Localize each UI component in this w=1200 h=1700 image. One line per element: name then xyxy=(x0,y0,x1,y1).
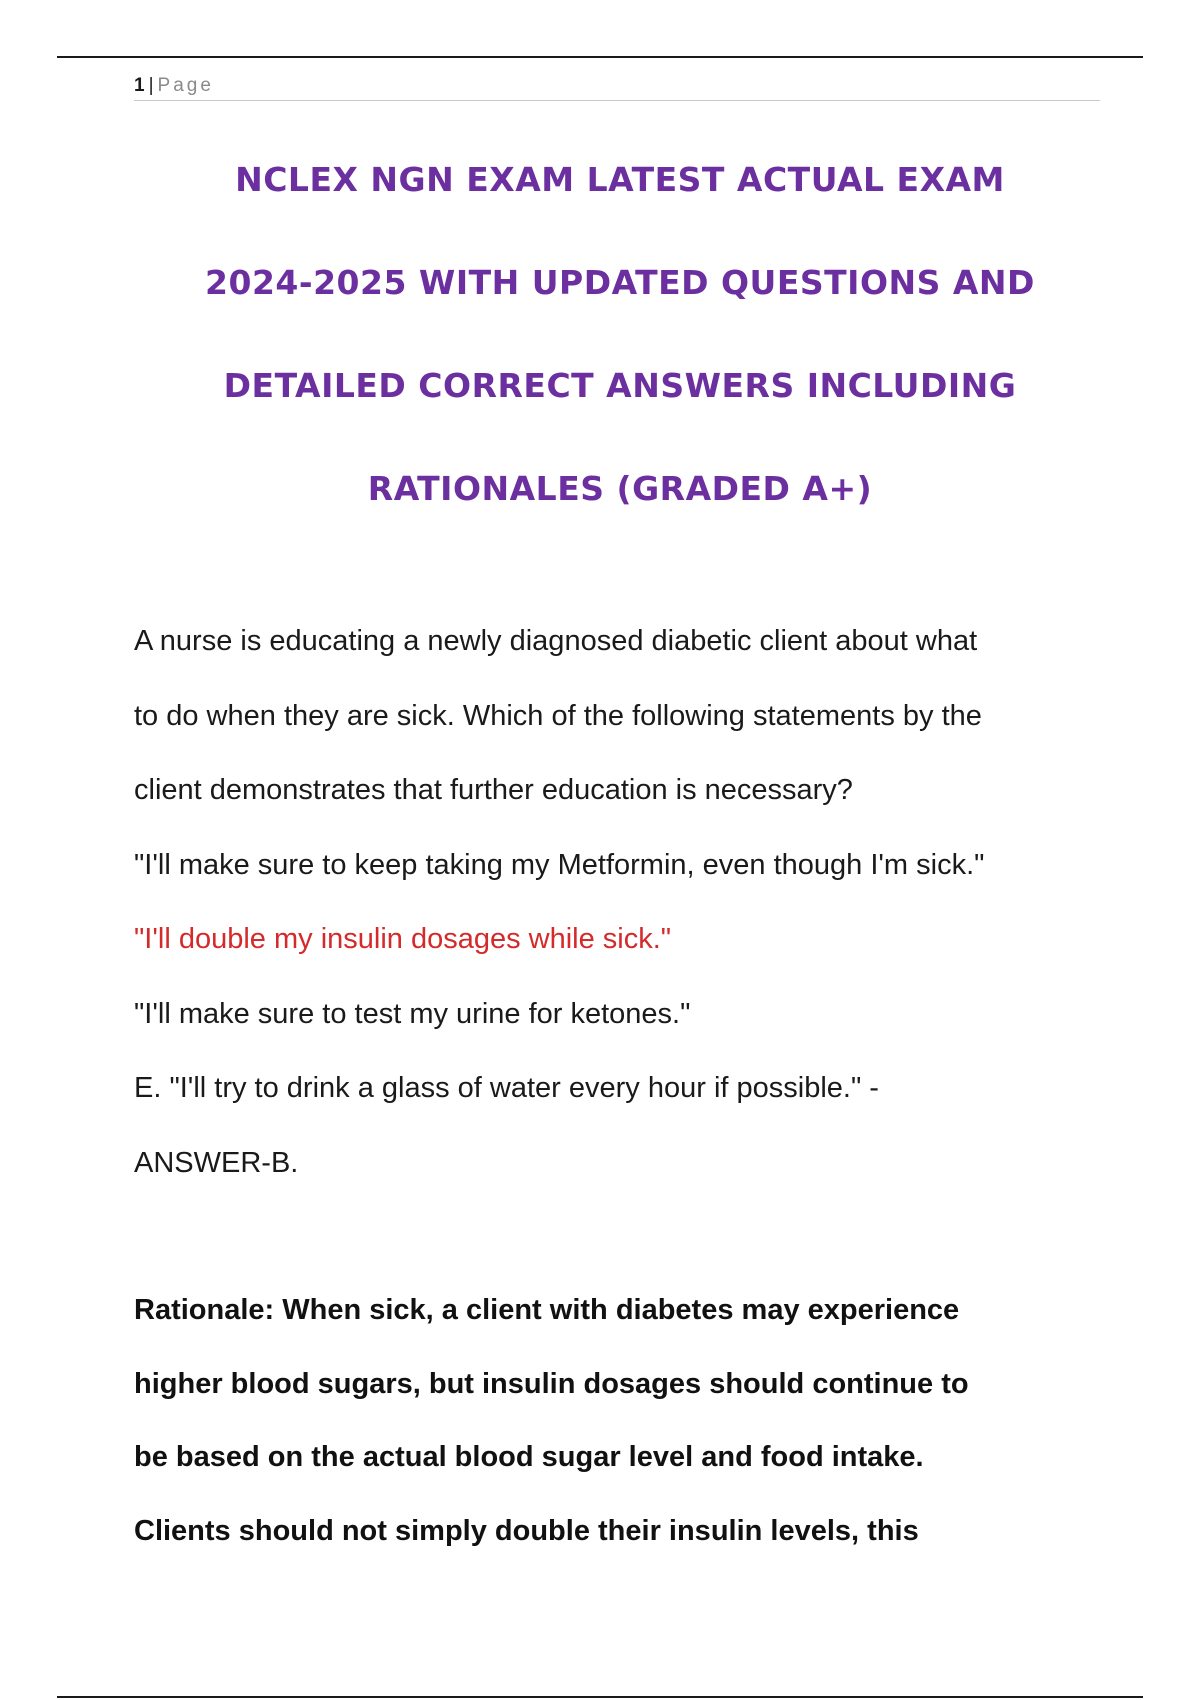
rationale-line: higher blood sugars, but insulin dosages should continue to xyxy=(134,1367,969,1400)
page-number: 1 xyxy=(134,75,145,96)
page-label: Page xyxy=(157,75,214,96)
question-stem-line: client demonstrates that further education is necessary? xyxy=(134,774,853,806)
title-line: 2024-2025 WITH UPDATED QUESTIONS AND xyxy=(205,263,1035,302)
answer-option: "I'll make sure to test my urine for ketones." xyxy=(134,997,691,1030)
title-line: DETAILED CORRECT ANSWERS INCLUDING xyxy=(223,366,1017,405)
rationale-line: be based on the actual blood sugar level and food intake. xyxy=(134,1441,924,1473)
rationale-line: Rationale: When sick, a client with diabetes may experience xyxy=(134,1294,960,1326)
title-line: NCLEX NGN EXAM LATEST ACTUAL EXAM xyxy=(235,160,1005,199)
page-header xyxy=(134,72,1100,101)
answer-option: "I'll make sure to keep taking my Metformin, even though I'm sick." xyxy=(134,848,985,881)
page-separator: | xyxy=(148,75,154,96)
top-rule xyxy=(57,56,1143,58)
question-block xyxy=(134,604,1124,1200)
answer-option: E. "I'll try to drink a glass of water every hour if possible." - xyxy=(134,1072,879,1104)
document-title xyxy=(120,128,1120,540)
rationale-line: Clients should not simply double their insulin levels, this xyxy=(134,1514,919,1547)
question-stem-line: A nurse is educating a newly diagnosed diabetic client about what xyxy=(134,625,978,657)
title-line: RATIONALES (GRADED A+) xyxy=(367,469,873,508)
answer-key: ANSWER-B. xyxy=(134,1146,299,1179)
bottom-rule xyxy=(57,1696,1143,1698)
question-stem-line: to do when they are sick. Which of the following statements by the xyxy=(134,699,982,732)
answer-option-correct: "I'll double my insulin dosages while sick." xyxy=(134,923,672,955)
rationale-block xyxy=(134,1274,1124,1568)
